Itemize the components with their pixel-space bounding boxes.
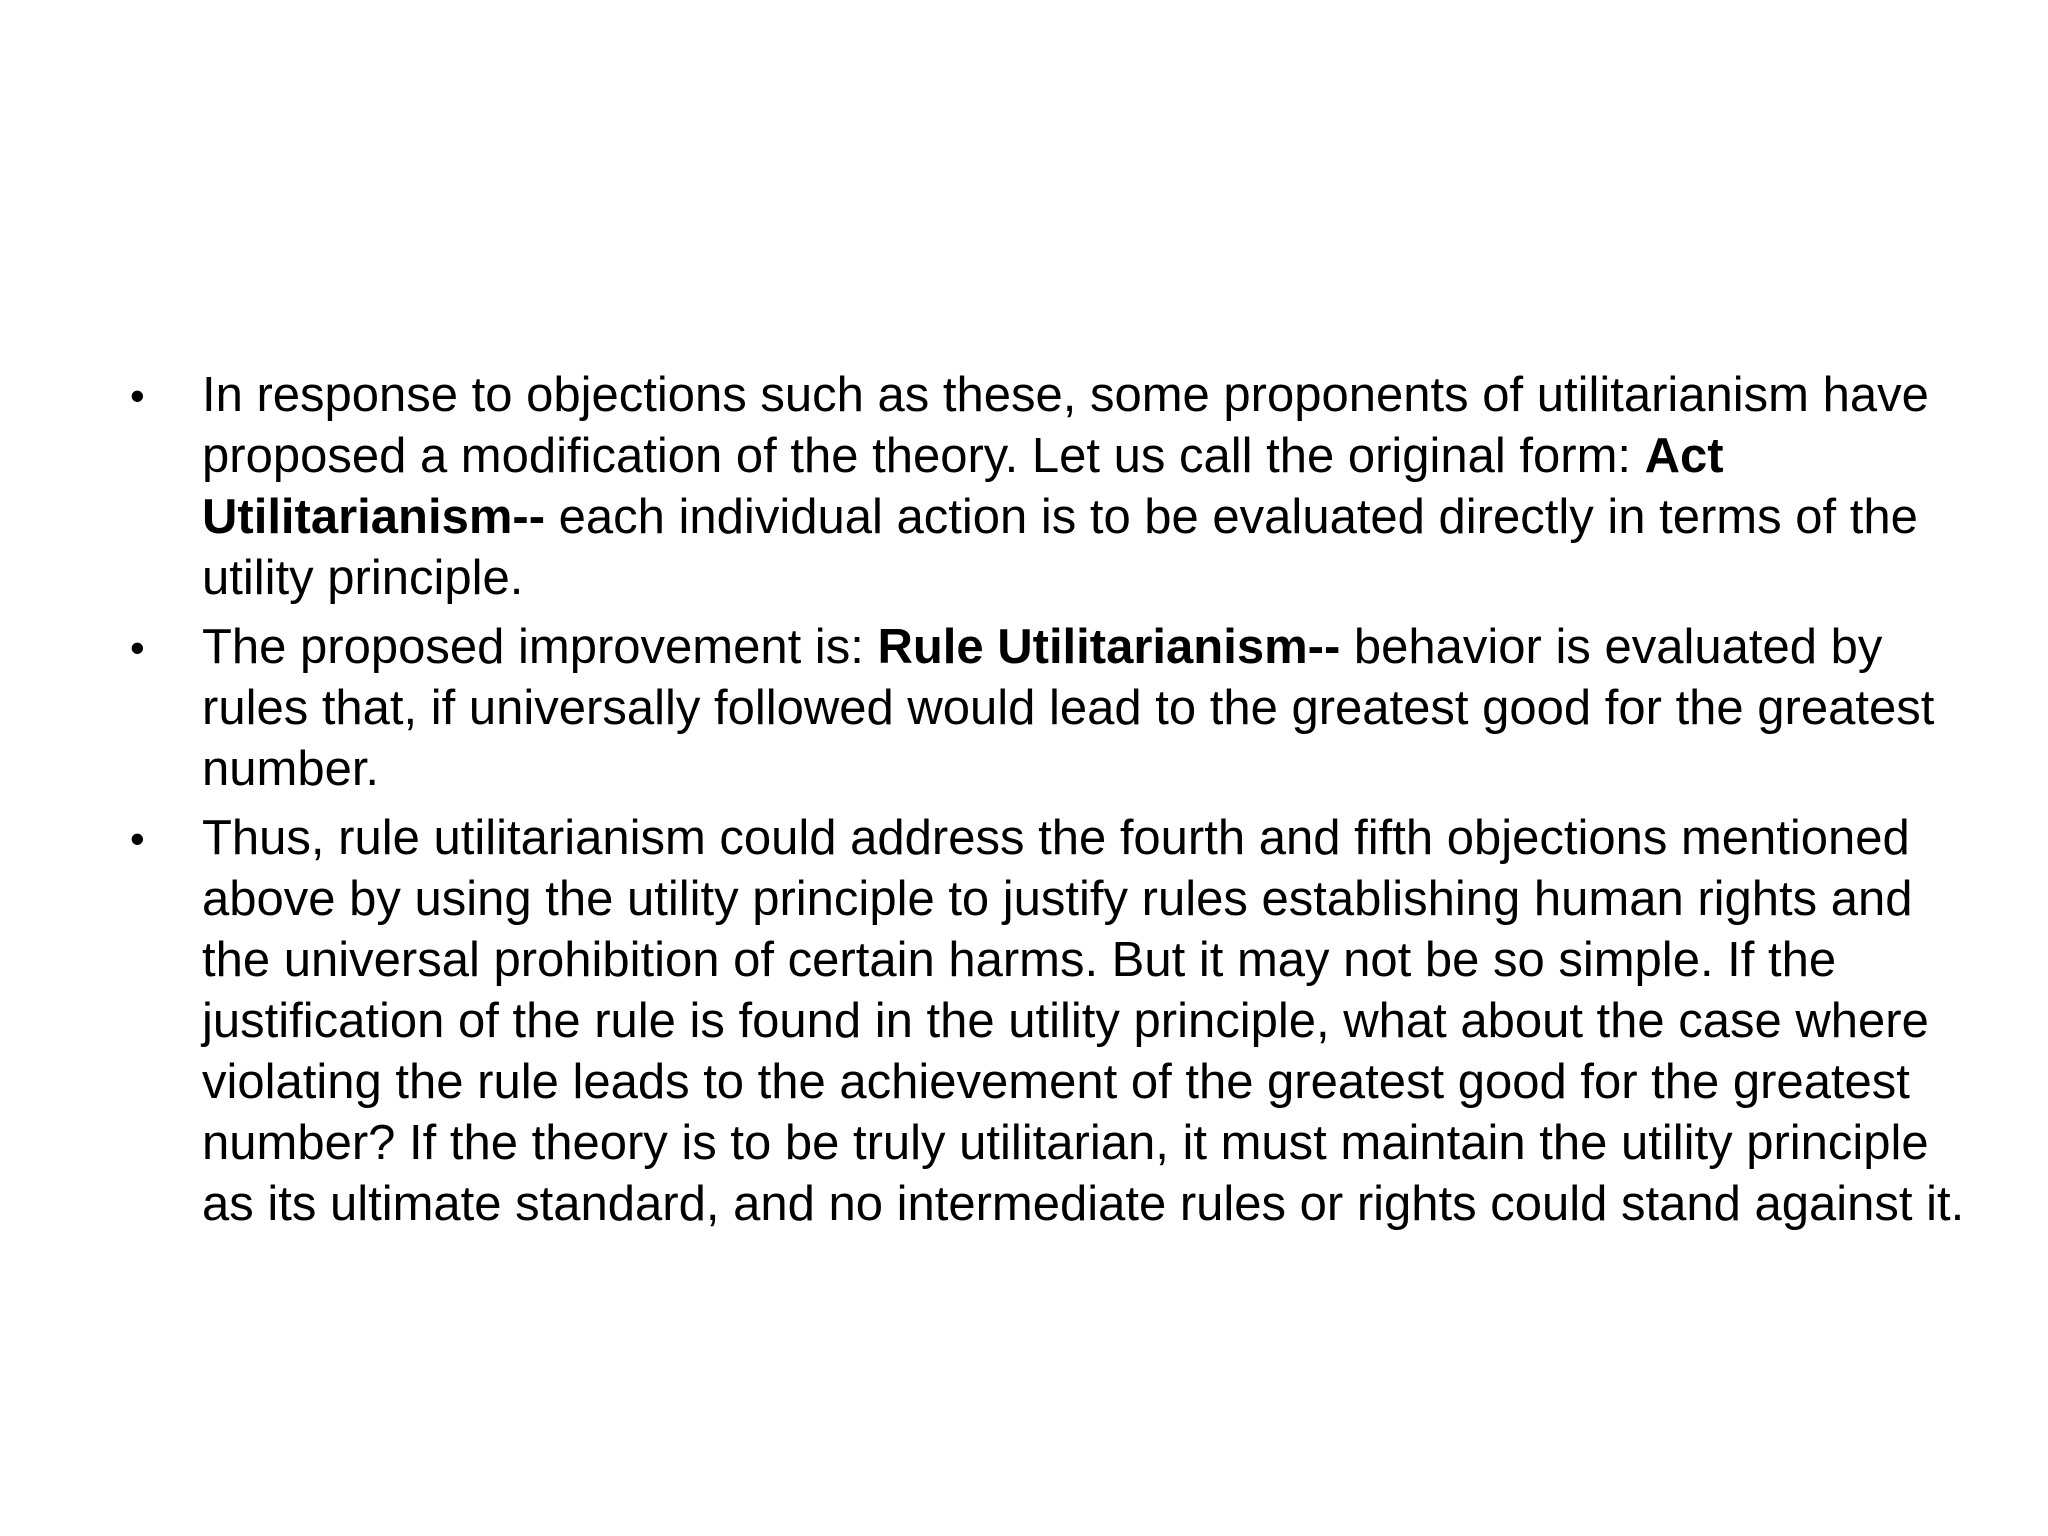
term-rule-utilitarianism: Rule Utilitarianism-- <box>877 620 1341 674</box>
bullet-text <box>202 365 1980 609</box>
bullet-text <box>202 617 1980 800</box>
bullet-item-act-utilitarianism <box>120 365 1980 609</box>
bullet-text: Thus, rule utilitarianism could address the fourth and fifth objections mentioned above by using the utility principle to justify rules establishing human rights and the universal prohibition of certain harms. But it may not be so simple. If the justification of the rule is found in the utility principle, what about the case where violating the rule leads to the achievement of the greatest good for the greatest number? If the theory is to be truly utilitarian, it must maintain the utility principle as its ultimate standard, and no intermediate rules or rights could stand against it. <box>202 811 1965 1231</box>
bullet-list <box>120 365 1980 1243</box>
bullet-dot-icon: • <box>130 624 145 671</box>
bullet-text-pre: The proposed improvement is: <box>202 620 878 674</box>
bullet-dot-icon: • <box>130 815 145 862</box>
bullet-text-post: each individual action is to be evaluated directly in terms of the utility principle. <box>202 490 1918 605</box>
bullet-item-rule-utilitarianism <box>120 617 1980 800</box>
bullet-dot-icon: • <box>130 372 145 419</box>
bullet-text-pre: In response to objections such as these, some proponents of utilitarianism have proposed a modification of the theory. Let us call the original form: <box>202 368 1929 483</box>
bullet-text-post: behavior is evaluated by rules that, if universally followed would lead to the greatest good for the greatest number. <box>202 620 1935 796</box>
bullet-item-objections <box>120 808 1980 1235</box>
term-act-utilitarianism: Act Utilitarianism-- <box>202 429 1724 544</box>
